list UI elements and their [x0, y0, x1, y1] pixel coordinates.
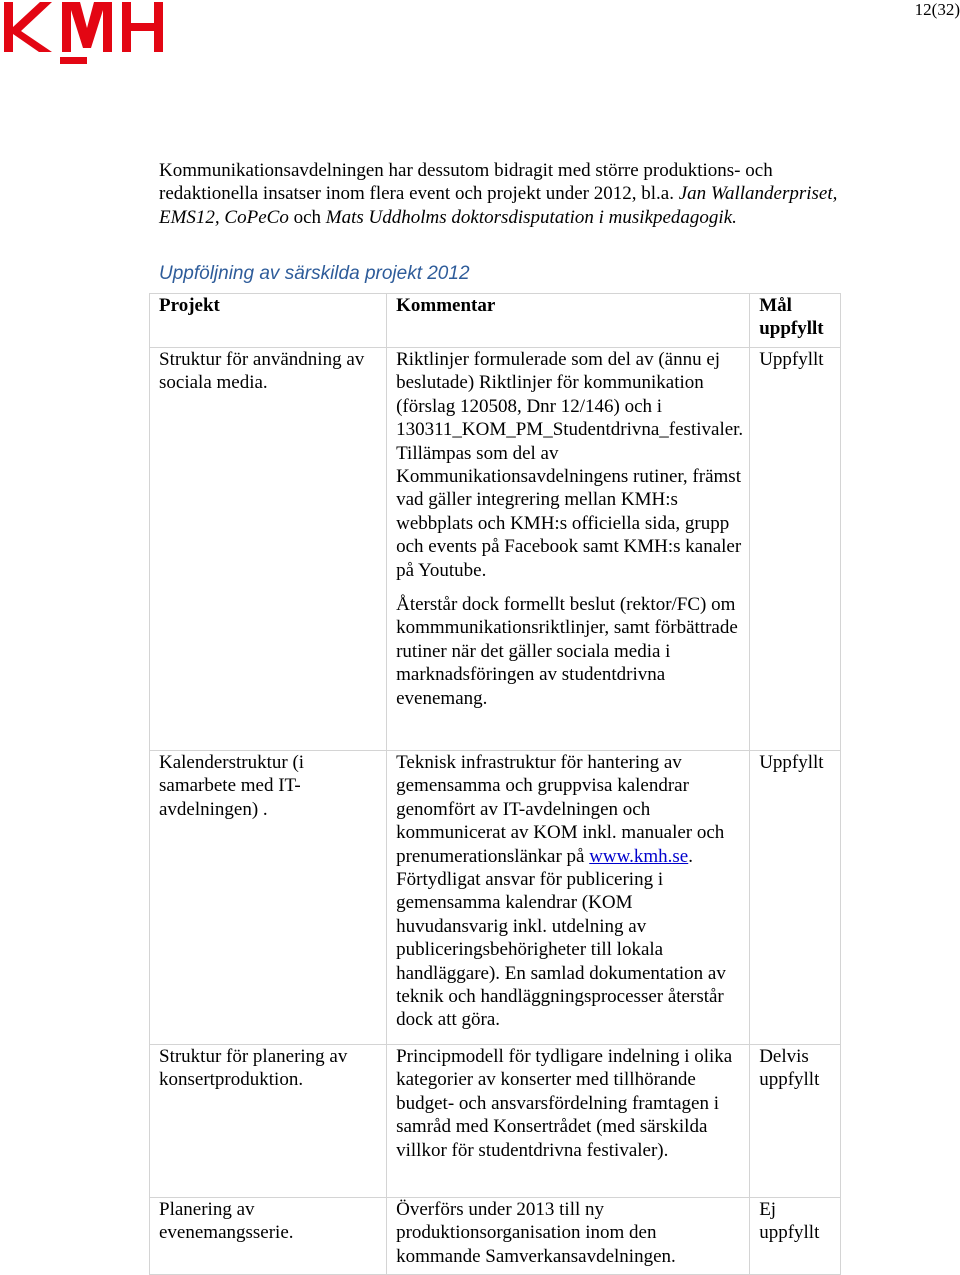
table-header-row [150, 294, 841, 348]
project-cell: Struktur för planering av konsertproduktion. [150, 1045, 387, 1198]
page-number: 12(32) [914, 0, 960, 19]
intro-connector: och [288, 206, 326, 228]
comment-cell [387, 751, 750, 1045]
goal-cell: Delvis uppfyllt [750, 1045, 841, 1198]
project-cell: Planering av evenemangsserie. [150, 1198, 387, 1275]
intro-event-dissertation: Mats Uddholms doktorsdisputation i musikpedagogik. [325, 206, 737, 228]
header-project: Projekt [150, 294, 387, 348]
comment-cell: Överförs under 2013 till ny produktionsorganisation inom den kommande Samverkansavdelningen. [387, 1198, 750, 1275]
project-cell: Kalenderstruktur (i samarbete med IT-avdelningen) . [150, 751, 387, 1045]
header-comment: Kommentar [387, 294, 750, 348]
goal-cell: Ej uppfyllt [750, 1198, 841, 1275]
table-row [150, 348, 841, 751]
comment-paragraph: Återstår dock formellt beslut (rektor/FC) om kommmunikationsriktlinjer, samt förbättrade rutiner när det gäller sociala media i marknadsföringen av studentdrivna evenemang. [396, 594, 738, 709]
intro-paragraph [159, 159, 839, 229]
comment-paragraph: Riktlinjer formulerade som del av (ännu ej beslutade) Riktlinjer för kommunikation (förslag 120508, Dnr 12/146) och i 130311_KOM_PM_Studentdrivna_festivaler. Tillämpas som del av Kommunikationsavdelningens rutiner, främst vad gäller integrering mellan KMH:s webbplats och KMH:s officiella sida, grupp och events på Facebook samt KMH:s kanaler på Youtube. [396, 349, 744, 581]
table-row [150, 751, 841, 1045]
comment-cell: Principmodell för tydligare indelning i olika kategorier av konserter med tillhörande budget- och ansvarsfördelning framtagen i samråd med Konsertrådet (med särskilda villkor för studentdrivna festivaler). [387, 1045, 750, 1198]
intro-text: Kommunikationsavdelningen har dessutom bidragit med större produktions- och redaktionella insatser inom flera event och projekt under 2012, bl.a. [159, 160, 773, 205]
goal-cell: Uppfyllt [750, 751, 841, 1045]
comment-cell [387, 348, 750, 751]
table-row [150, 1198, 841, 1275]
header-goal: Mål uppfyllt [750, 294, 841, 348]
comment-text: Teknisk infrastruktur för hantering av gemensamma och gruppvisa kalendrar genomfört av IT-avdelningen och kommunicerat av KOM inkl. manualer och prenumerationslänkar på [396, 752, 725, 867]
intro-event-list: Jan Wallanderpriset, EMS12, CoPeCo [159, 183, 838, 228]
kmh-logo [4, 2, 164, 64]
projects-table [149, 293, 841, 1275]
table-row [150, 1045, 841, 1198]
section-heading: Uppföljning av särskilda projekt 2012 [159, 263, 470, 284]
comment-text: . Förtydligat ansvar för publicering i gemensamma kalendrar (KOM huvudansvarig inkl. utdelning av publiceringsbehörigheter till lokala handläggare). En samlad dokumentation av teknik och handläggningsprocesser återstår dock att göra. [396, 845, 726, 1031]
goal-cell: Uppfyllt [750, 348, 841, 751]
kmh-website-link[interactable]: www.kmh.se [589, 845, 689, 867]
project-cell: Struktur för användning av sociala media. [150, 348, 387, 751]
